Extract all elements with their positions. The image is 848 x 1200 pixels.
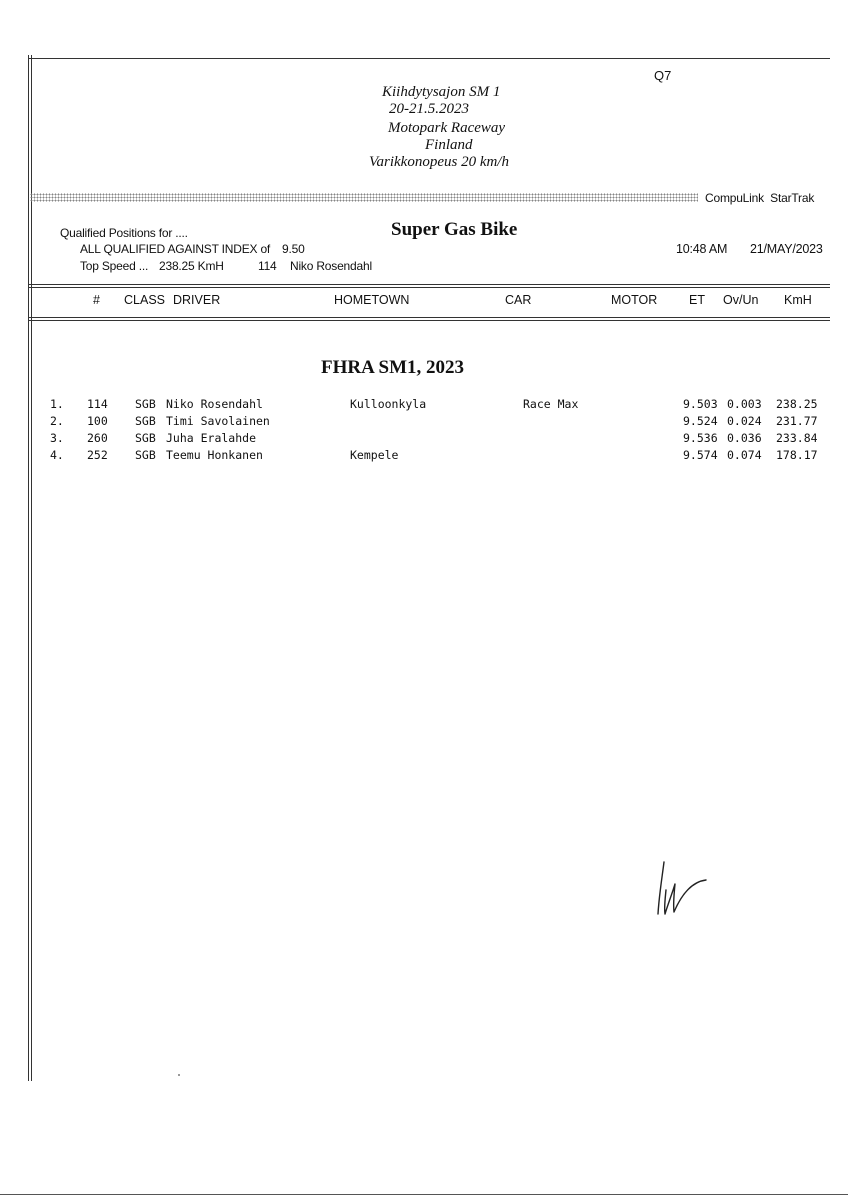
car: Race Max bbox=[523, 397, 579, 411]
col-header-hometown: HOMETOWN bbox=[334, 293, 410, 307]
class: SGB bbox=[135, 448, 156, 462]
col-header-et: ET bbox=[689, 293, 705, 307]
kmh: 178.17 bbox=[776, 448, 818, 462]
ov-un: 0.074 bbox=[727, 448, 762, 462]
et: 9.574 bbox=[683, 448, 718, 462]
et: 9.524 bbox=[683, 414, 718, 428]
et: 9.503 bbox=[683, 397, 718, 411]
page-code: Q7 bbox=[654, 68, 672, 83]
index-value: 9.50 bbox=[282, 242, 305, 256]
signature bbox=[650, 856, 720, 926]
top-speed-value: 238.25 KmH bbox=[159, 259, 224, 273]
index-label: ALL QUALIFIED AGAINST INDEX of bbox=[80, 242, 271, 256]
kmh: 233.84 bbox=[776, 431, 818, 445]
kmh: 231.77 bbox=[776, 414, 818, 428]
position: 3. bbox=[50, 431, 64, 445]
table-row bbox=[0, 397, 848, 414]
car-number: 260 bbox=[87, 431, 108, 445]
stray-mark bbox=[178, 1074, 180, 1076]
col-header-ovun: Ov/Un bbox=[723, 293, 759, 307]
hometown: Kempele bbox=[350, 448, 399, 462]
car-number: 252 bbox=[87, 448, 108, 462]
table-row bbox=[0, 431, 848, 448]
header-rule-bottom-2 bbox=[28, 320, 830, 321]
dotted-divider bbox=[30, 193, 698, 202]
bottom-edge bbox=[0, 1194, 848, 1195]
top-speed-driver: Niko Rosendahl bbox=[290, 259, 372, 273]
class: SGB bbox=[135, 414, 156, 428]
car-number: 114 bbox=[87, 397, 108, 411]
class: SGB bbox=[135, 397, 156, 411]
left-border-inner bbox=[31, 55, 32, 1081]
col-header-driver: DRIVER bbox=[173, 293, 221, 307]
kmh: 238.25 bbox=[776, 397, 818, 411]
ov-un: 0.024 bbox=[727, 414, 762, 428]
position: 2. bbox=[50, 414, 64, 428]
top-speed-label: Top Speed ... bbox=[80, 259, 149, 273]
col-header-class: CLASS bbox=[124, 293, 165, 307]
top-border bbox=[28, 58, 830, 59]
report-time: 10:48 AM bbox=[676, 242, 728, 256]
ov-un: 0.003 bbox=[727, 397, 762, 411]
table-row bbox=[0, 414, 848, 431]
header-rule-bottom-1 bbox=[28, 317, 830, 318]
et: 9.536 bbox=[683, 431, 718, 445]
col-header-num: # bbox=[93, 293, 100, 307]
driver: Niko Rosendahl bbox=[166, 397, 263, 411]
event-name: Kiihdytysajon SM 1 bbox=[382, 84, 501, 100]
driver: Timi Savolainen bbox=[166, 414, 270, 428]
car-number: 100 bbox=[87, 414, 108, 428]
col-header-car: CAR bbox=[505, 293, 532, 307]
position: 1. bbox=[50, 397, 64, 411]
col-header-kmh: KmH bbox=[784, 293, 812, 307]
header-rule-top-1 bbox=[28, 284, 830, 285]
hometown: Kulloonkyla bbox=[350, 397, 427, 411]
class: SGB bbox=[135, 431, 156, 445]
col-header-motor: MOTOR bbox=[611, 293, 658, 307]
driver: Juha Eralahde bbox=[166, 431, 257, 445]
pit-speed: Varikkonopeus 20 km/h bbox=[369, 154, 509, 170]
left-border-outer bbox=[28, 55, 29, 1081]
header-rule-top-2 bbox=[28, 287, 830, 288]
position: 4. bbox=[50, 448, 64, 462]
event-dates: 20-21.5.2023 bbox=[389, 101, 469, 117]
system-name: CompuLink StarTrak bbox=[705, 191, 815, 205]
ov-un: 0.036 bbox=[727, 431, 762, 445]
top-speed-number: 114 bbox=[258, 259, 277, 273]
report-date: 21/MAY/2023 bbox=[750, 242, 823, 256]
event-country: Finland bbox=[425, 137, 473, 153]
driver: Teemu Honkanen bbox=[166, 448, 263, 462]
table-row bbox=[0, 448, 848, 465]
section-title: FHRA SM1, 2023 bbox=[321, 357, 465, 378]
event-venue: Motopark Raceway bbox=[388, 120, 506, 136]
class-title: Super Gas Bike bbox=[391, 219, 518, 240]
qualified-for-label: Qualified Positions for .... bbox=[60, 226, 188, 240]
